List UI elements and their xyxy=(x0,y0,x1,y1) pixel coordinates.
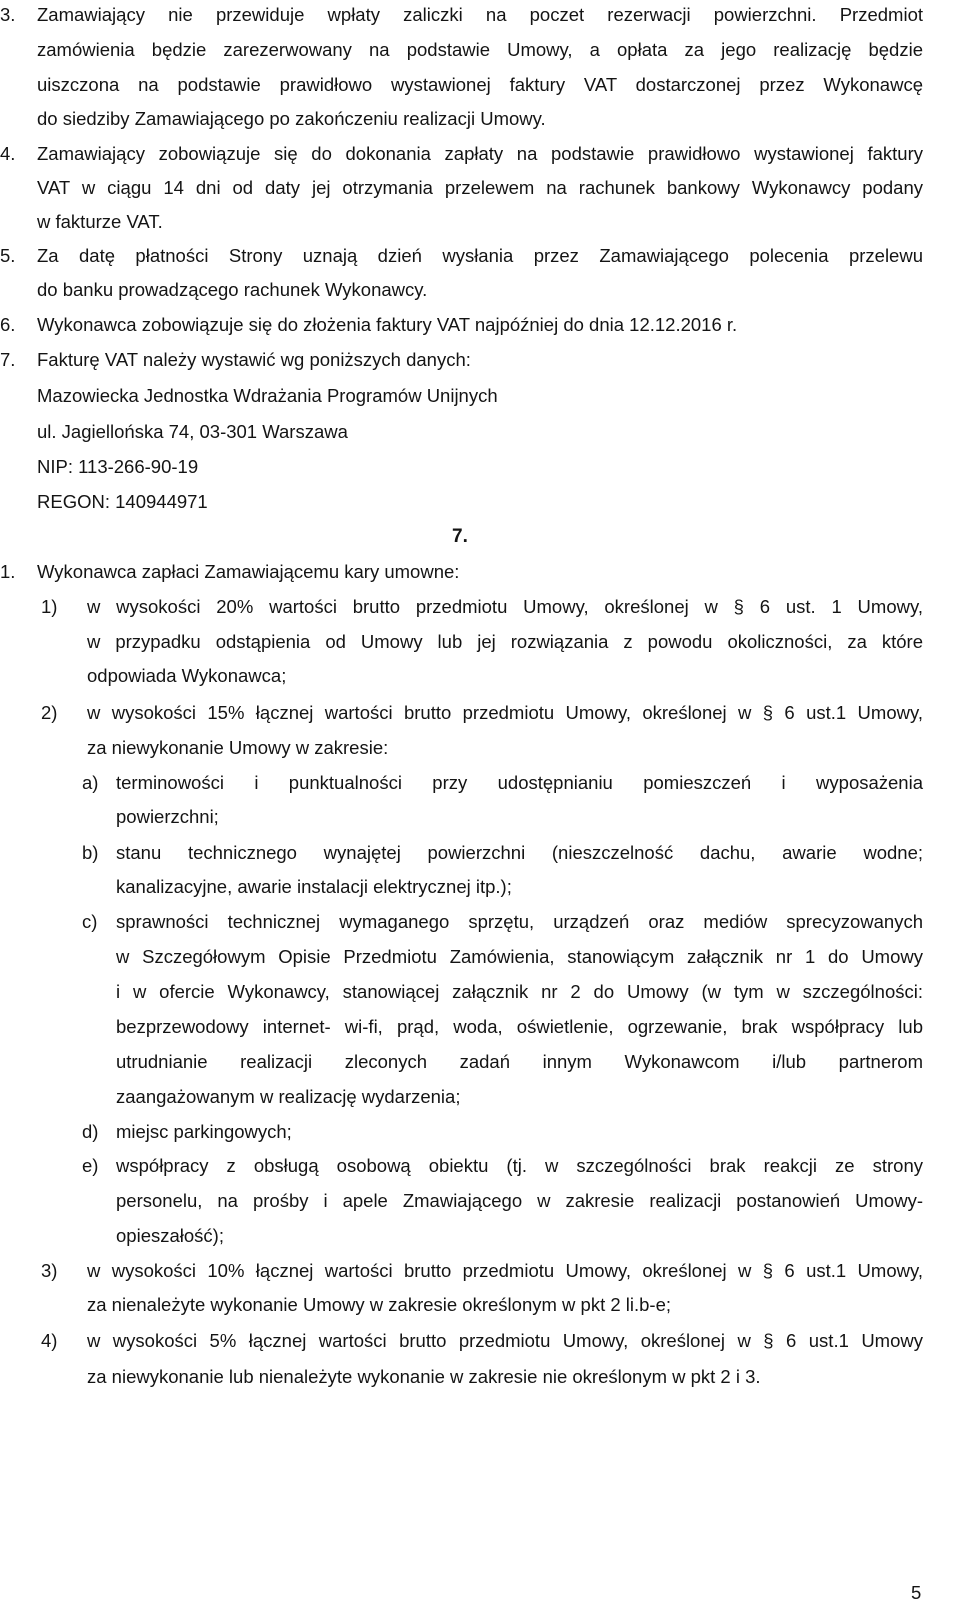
section-heading: 7. xyxy=(452,526,468,547)
invoice-recipient-nip: NIP: 113-266-90-19 xyxy=(37,456,199,477)
subitem-line: współpracy z obsługą osobową obiektu (tj. w szczególności brak reakcji ze strony xyxy=(116,1155,923,1176)
subitem-line: w Szczegółowym Opisie Przedmiotu Zamówienia, stanowiącym załącznik nr 1 do Umowy xyxy=(116,946,923,967)
paragraph-number: 4. xyxy=(0,143,16,164)
paragraph-line: Fakturę VAT należy wystawić wg poniższych danych: xyxy=(37,349,471,370)
paragraph-number: 6. xyxy=(0,314,16,335)
paragraph-line: zamówienia będzie zarezerwowany na podstawie Umowy, a opłata za jego realizację będzie xyxy=(37,39,923,60)
paragraph-line: do siedziby Zamawiającego po zakończeniu realizacji Umowy. xyxy=(37,108,546,129)
item-line: w wysokości 10% łącznej wartości brutto przedmiotu Umowy, określonej w § 6 ust.1 Umowy, xyxy=(87,1260,923,1281)
item-label: 2) xyxy=(41,702,58,723)
subitem-line: personelu, na prośby i apele Zmawiającego w zakresie realizacji postanowień Umowy- xyxy=(116,1190,923,1211)
subitem-label: e) xyxy=(82,1155,99,1176)
item-line: w przypadku odstąpienia od Umowy lub jej rozwiązania z powodu okoliczności, za które xyxy=(87,631,923,652)
item-line: w wysokości 20% wartości brutto przedmiotu Umowy, określonej w § 6 ust. 1 Umowy, xyxy=(87,596,923,617)
item-label: 1) xyxy=(41,596,58,617)
subitem-label: c) xyxy=(82,911,98,932)
subitem-line: opieszałość); xyxy=(116,1225,224,1246)
paragraph-number: 7. xyxy=(0,349,16,370)
subitem-line: zaangażowanym w realizację wydarzenia; xyxy=(116,1086,461,1107)
paragraph-line: Zamawiający zobowiązuje się do dokonania zapłaty na podstawie prawidłowo wystawionej faktury xyxy=(37,143,923,164)
item-line: za niewykonanie lub nienależyte wykonanie w zakresie nie określonym w pkt 2 i 3. xyxy=(87,1366,761,1387)
item-line: w wysokości 5% łącznej wartości brutto przedmiotu Umowy, określonej w § 6 ust.1 Umowy xyxy=(87,1330,923,1351)
subitem-line: bezprzewodowy internet- wi-fi, prąd, woda, oświetlenie, ogrzewanie, brak współpracy lub xyxy=(116,1016,923,1037)
subitem-line: powierzchni; xyxy=(116,806,219,827)
subitem-line: kanalizacyjne, awarie instalacji elektrycznej itp.); xyxy=(116,876,512,897)
subitem-label: a) xyxy=(82,772,99,793)
invoice-recipient-address: ul. Jagiellońska 74, 03-301 Warszawa xyxy=(37,421,348,442)
item-line: odpowiada Wykonawca; xyxy=(87,665,287,686)
subitem-line: utrudnianie realizacji zleconych zadań innym Wykonawcom i/lub partnerom xyxy=(116,1051,923,1072)
section-item-number: 1. xyxy=(0,561,16,582)
item-label: 4) xyxy=(41,1330,58,1351)
paragraph-number: 3. xyxy=(0,4,16,25)
subitem-line: terminowości i punktualności przy udostępnianiu pomieszczeń i wyposażenia xyxy=(116,772,923,793)
paragraph-number: 5. xyxy=(0,245,16,266)
item-line: za nienależyte wykonanie Umowy w zakresie określonym w pkt 2 li.b-e; xyxy=(87,1294,672,1315)
invoice-recipient-regon: REGON: 140944971 xyxy=(37,491,208,512)
paragraph-line: uiszczona na podstawie prawidłowo wystawionej faktury VAT dostarczonej przez Wykonawcę xyxy=(37,74,923,95)
paragraph-line: Wykonawca zobowiązuje się do złożenia faktury VAT najpóźniej do dnia 12.12.2016 r. xyxy=(37,314,738,335)
paragraph-line: do banku prowadzącego rachunek Wykonawcy. xyxy=(37,279,428,300)
subitem-line: miejsc parkingowych; xyxy=(116,1121,292,1142)
subitem-line: i w ofercie Wykonawcy, stanowiącej załącznik nr 2 do Umowy (w tym w szczególności: xyxy=(116,981,923,1002)
subitem-line: sprawności technicznej wymaganego sprzętu, urządzeń oraz mediów sprecyzowanych xyxy=(116,911,923,932)
paragraph-line: VAT w ciągu 14 dni od daty jej otrzymania przelewem na rachunek bankowy Wykonawcy podany xyxy=(37,177,923,198)
subitem-label: b) xyxy=(82,842,99,863)
paragraph-line: Zamawiający nie przewiduje wpłaty zaliczki na poczet rezerwacji powierzchni. Przedmiot xyxy=(37,4,923,25)
item-label: 3) xyxy=(41,1260,58,1281)
paragraph-line: Za datę płatności Strony uznają dzień wysłania przez Zamawiającego polecenia przelewu xyxy=(37,245,923,266)
paragraph-line: w fakturze VAT. xyxy=(37,211,163,232)
item-line: za niewykonanie Umowy w zakresie: xyxy=(87,737,389,758)
item-line: w wysokości 15% łącznej wartości brutto przedmiotu Umowy, określonej w § 6 ust.1 Umowy, xyxy=(87,702,923,723)
invoice-recipient-name: Mazowiecka Jednostka Wdrażania Programów Unijnych xyxy=(37,385,498,406)
subitem-line: stanu technicznego wynajętej powierzchni (nieszczelność dachu, awarie wodne; xyxy=(116,842,923,863)
subitem-label: d) xyxy=(82,1121,99,1142)
section-item-text: Wykonawca zapłaci Zamawiającemu kary umowne: xyxy=(37,561,460,582)
page-number: 5 xyxy=(911,1582,922,1603)
